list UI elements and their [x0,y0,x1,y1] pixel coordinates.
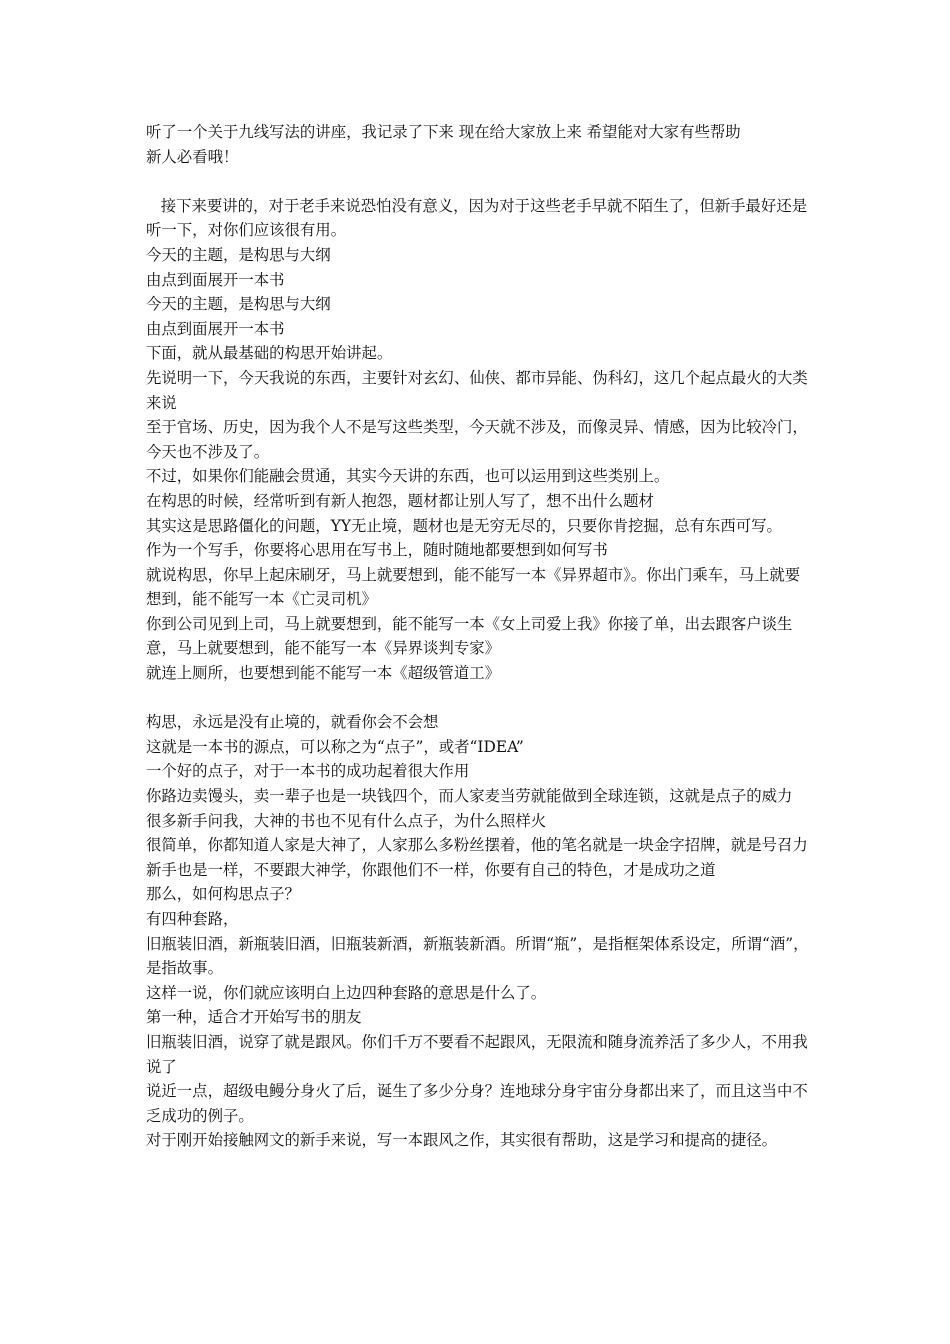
paragraph-line: 这样一说，你们就应该明白上边四种套路的意思是什么了。 [146,983,547,1002]
paragraph-line: 就说构思，你早上起床刷牙，马上就要想到，能不能写一本《异界超市》。你出门乘车，马上就要想到，能不能写一本《亡灵司机》 [146,565,801,609]
paragraph-line: 旧瓶装旧酒，新瓶装旧酒，旧瓶装新酒，新瓶装新酒。所谓“瓶”，是指框架体系设定，所谓“酒”，是指故事。 [146,934,809,978]
paragraph-line: 由点到面展开一本书 [146,270,285,289]
paragraph-line: 下面，就从最基础的构思开始讲起。 [146,344,393,363]
paragraph-line: 那么，如何构思点子？ [146,885,300,904]
paragraph-line: 这就是一本书的源点，可以称之为“点子”，或者“IDEA” [146,737,524,756]
paragraph-line: 听了一个关于九线写法的讲座，我记录了下来 现在给大家放上来 希望能对大家有些帮助 [146,123,741,141]
blank-line [146,686,814,711]
paragraph-line: 对于刚开始接触网文的新手来说，写一本跟风之作，其实很有帮助，这是学习和提高的捷径。 [146,1131,778,1150]
paragraph-line: 新人必看哦！ [146,147,239,166]
paragraph-line: 今天的主题，是构思与大纲 [146,295,331,314]
paragraph-line: 新手也是一样，不要跟大神学，你跟他们不一样，你要有自己的特色，才是成功之道 [146,860,716,879]
paragraph-line: 说近一点，超级电鳗分身火了后，诞生了多少分身？连地球分身宇宙分身都出来了，而且这当中不乏成功的例子。 [146,1082,808,1125]
paragraph-line: 先说明一下，今天我说的东西，主要针对玄幻、仙侠、都市异能、伪科幻，这几个起点最火的大类来说 [146,368,808,412]
paragraph-line: 一个好的点子，对于一本书的成功起着很大作用 [146,762,470,781]
paragraph-line: 其实这是思路僵化的问题，YY无止境，题材也是无穷无尽的，只要你肯挖掘，总有东西可写。 [146,516,782,535]
document-body [146,120,814,1153]
paragraph-line: 接下来要讲的，对于老手来说恐怕没有意义，因为对于这些老手早就不陌生了，但新手最好还是听一下，对你们应该很有用。 [146,196,808,240]
paragraph-line: 很简单，你都知道人家是大神了，人家那么多粉丝摆着，他的笔名就是一块金字招牌，就是号召力 [146,836,808,855]
paragraph-line: 就连上厕所，也要想到能不能写一本《超级管道工》 [146,664,500,683]
paragraph-line: 很多新手问我，大神的书也不见有什么点子，为什么照样火 [146,811,547,830]
paragraph-line: 你到公司见到上司，马上就要想到，能不能写一本《女上司爱上我》你接了单，出去跟客户谈生意，马上就要想到，能不能写一本《异界谈判专家》 [146,614,793,658]
paragraph-line: 在构思的时候，经常听到有新人抱怨，题材都让别人写了，想不出什么题材 [146,491,654,510]
paragraph-line: 有四种套路， [146,910,239,928]
paragraph-line: 你路边卖馒头，卖一辈子也是一块钱四个，而人家麦当劳就能做到全球连锁，这就是点子的威力 [146,787,793,806]
paragraph-line: 旧瓶装旧酒，说穿了就是跟风。你们千万不要看不起跟风，无限流和随身流养活了多少人，不用我说了 [146,1032,808,1076]
paragraph-line: 构思，永远是没有止境的，就看你会不会想 [146,713,439,732]
paragraph-line: 第一种，适合才开始写书的朋友 [146,1008,362,1027]
paragraph-line: 由点到面展开一本书 [146,319,285,338]
paragraph-line: 今天的主题，是构思与大纲 [146,245,331,264]
paragraph-line: 不过，如果你们能融会贯通，其实今天讲的东西，也可以运用到这些类别上。 [146,467,670,486]
paragraph-line: 至于官场、历史，因为我个人不是写这些类型，今天就不涉及，而像灵异、情感，因为比较冷门，今天也不涉及了。 [146,418,808,461]
blank-line [146,169,814,194]
paragraph-line: 作为一个写手，你要将心思用在写书上，随时随地都要想到如何写书 [146,541,608,560]
